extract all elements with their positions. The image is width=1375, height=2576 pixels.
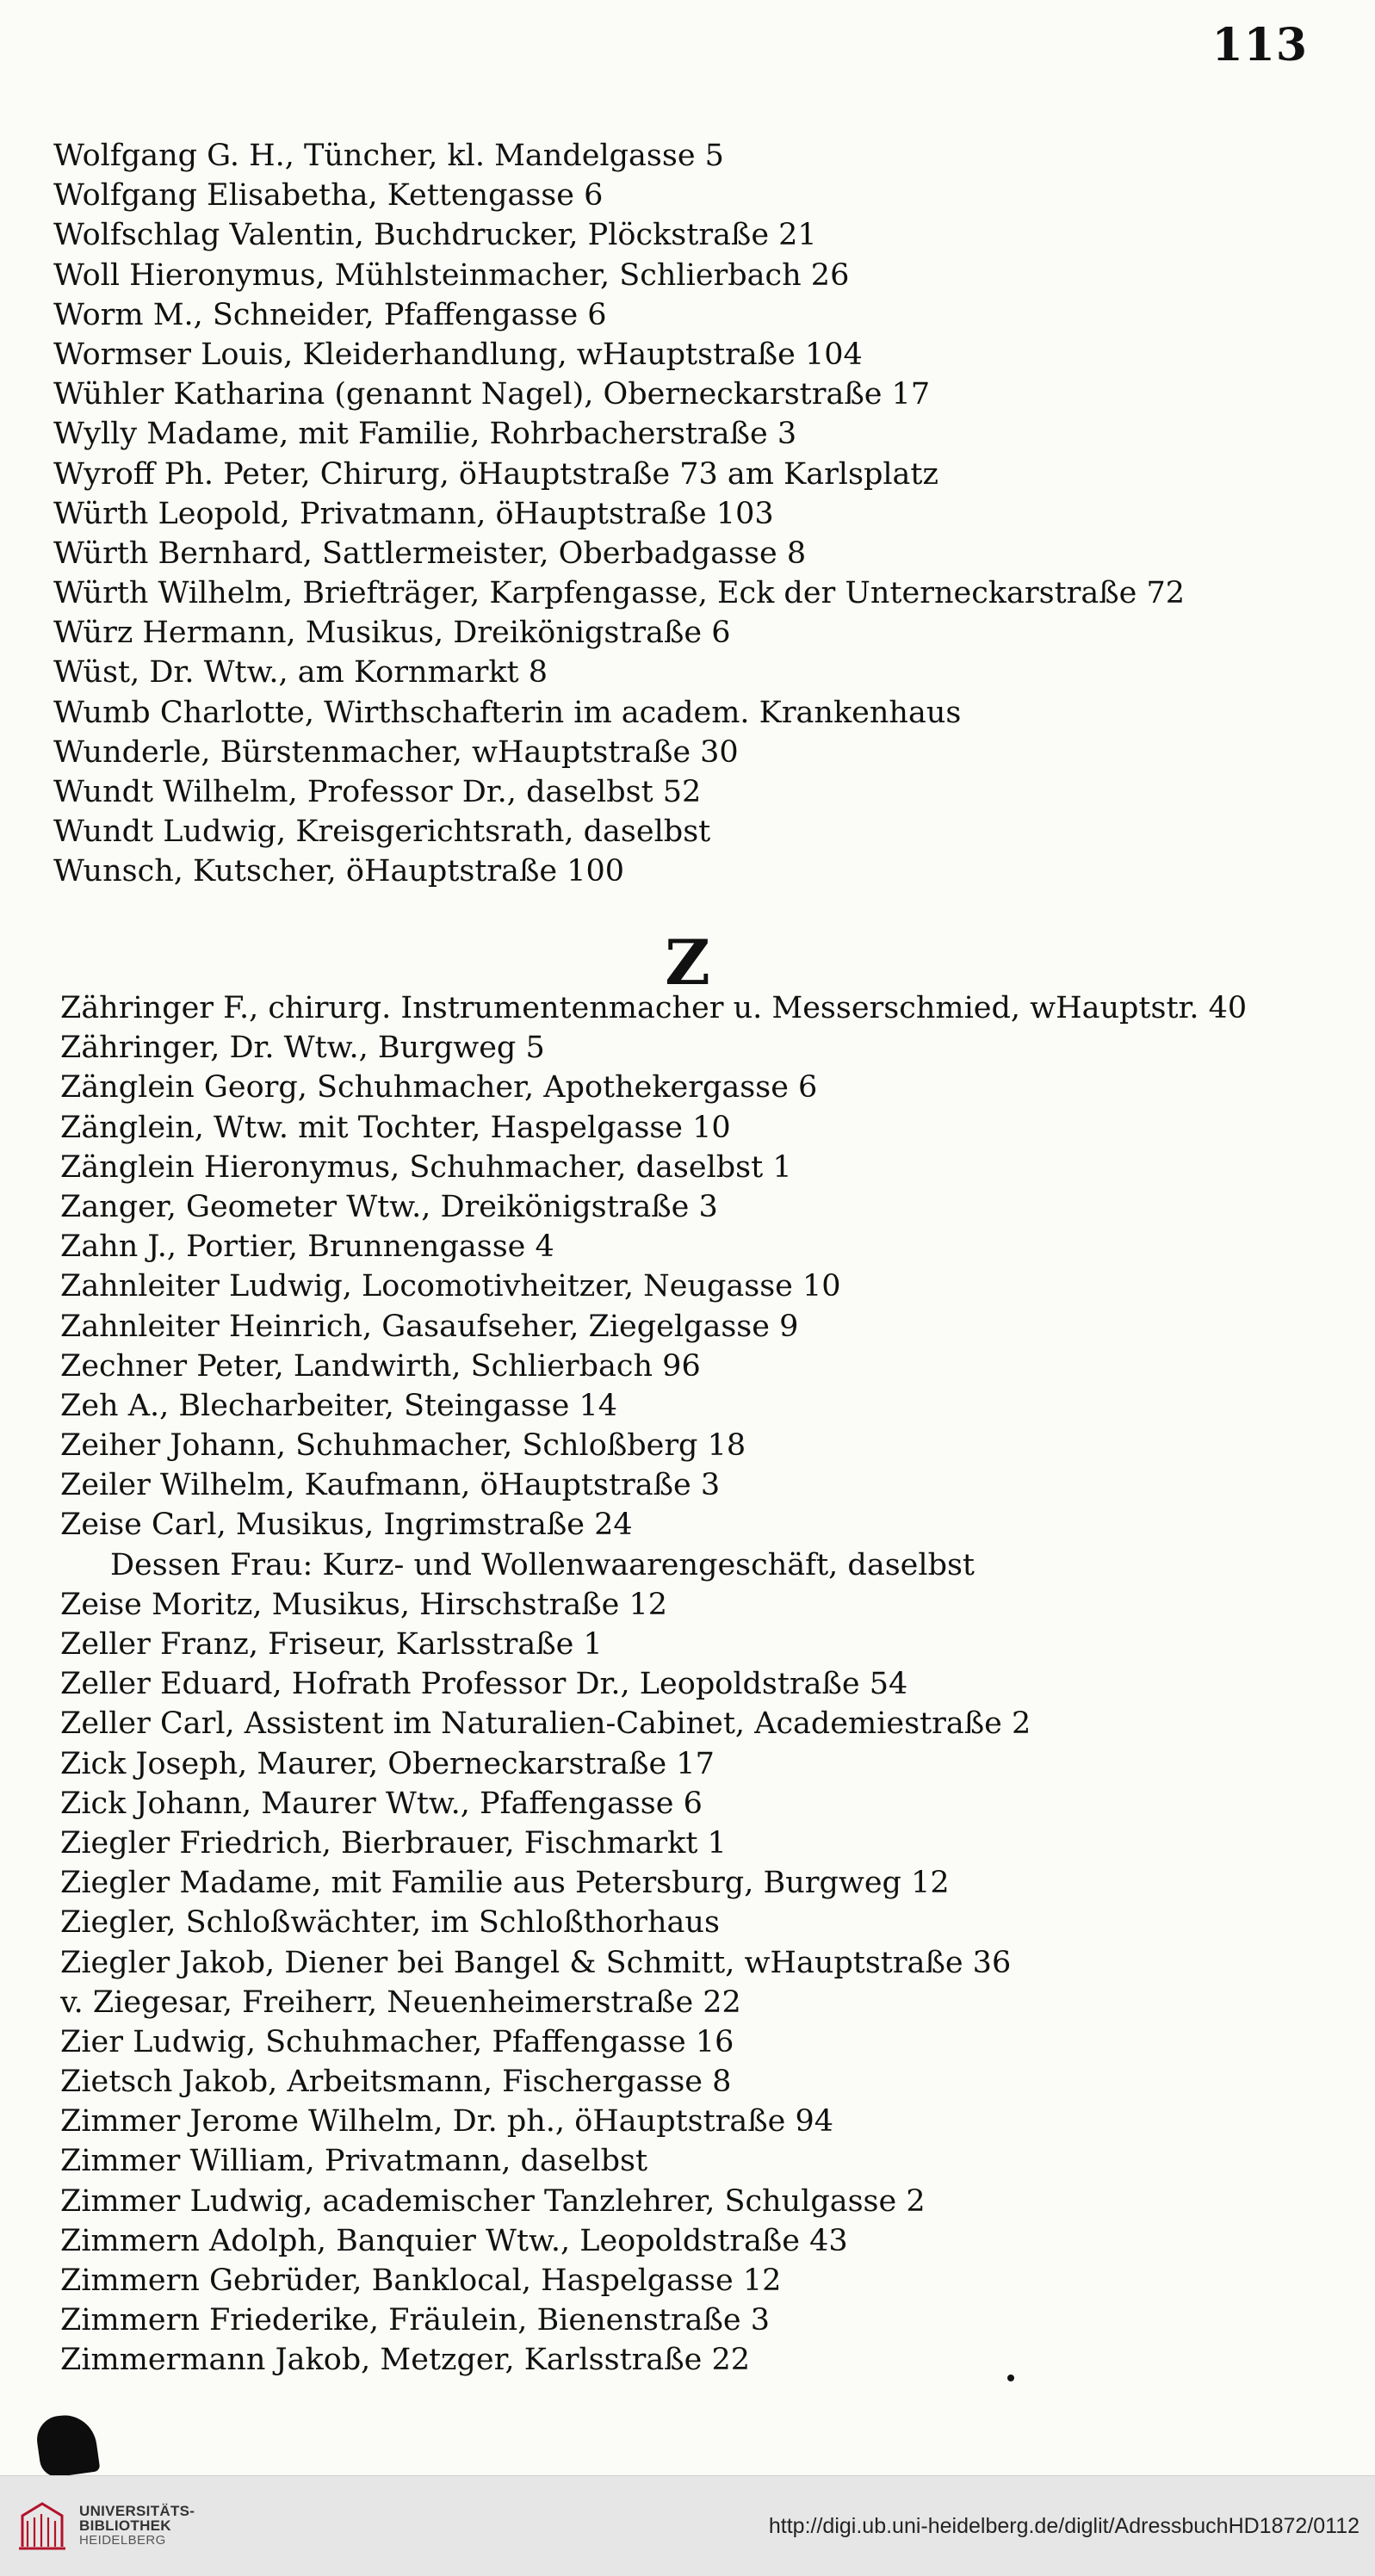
- directory-entry: Zeise Carl, Musikus, Ingrimstraße 24: [60, 1508, 633, 1543]
- university-library-logo-icon: [17, 2499, 67, 2552]
- directory-entry: Zahn J., Portier, Brunnengasse 4: [60, 1229, 554, 1265]
- directory-entry: Würth Bernhard, Sattlermeister, Oberbadgasse 8: [53, 536, 807, 571]
- directory-entry: Zahnleiter Heinrich, Gasaufseher, Ziegelgasse 9: [60, 1309, 799, 1344]
- directory-entry: Zeller Eduard, Hofrath Professor Dr., Leopoldstraße 54: [60, 1667, 908, 1702]
- directory-entry: v. Ziegesar, Freiherr, Neuenheimerstraße 22: [60, 1985, 741, 2020]
- directory-entry: Wolfschlag Valentin, Buchdrucker, Plöckstraße 21: [53, 218, 817, 253]
- directory-entry: Wunsch, Kutscher, öHauptstraße 100: [53, 854, 625, 889]
- library-name: [79, 2504, 195, 2548]
- directory-entry: Wüst, Dr. Wtw., am Kornmarkt 8: [53, 655, 548, 690]
- directory-entry: Zeiher Johann, Schuhmacher, Schloßberg 18: [60, 1428, 746, 1464]
- directory-entry: Wyroff Ph. Peter, Chirurg, öHauptstraße 73 am Karlsplatz: [53, 456, 938, 492]
- directory-entry: Zeise Moritz, Musikus, Hirschstraße 12: [60, 1587, 668, 1622]
- directory-entry: Woll Hieronymus, Mühlsteinmacher, Schlierbach 26: [53, 257, 850, 293]
- source-url-link[interactable]: http://digi.ub.uni-heidelberg.de/diglit/AdressbuchHD1872/0112: [768, 2514, 1360, 2538]
- library-name-line3: HEIDELBERG: [79, 2533, 166, 2548]
- directory-entry: Wormser Louis, Kleiderhandlung, wHauptstraße 104: [53, 337, 863, 372]
- directory-entry: Zimmern Adolph, Banquier Wtw., Leopoldstraße 43: [60, 2223, 848, 2258]
- directory-entry: Zimmer William, Privatmann, daselbst: [60, 2144, 648, 2179]
- directory-entry: Dessen Frau: Kurz- und Wollenwaarengeschäft, daselbst: [110, 1547, 975, 1582]
- directory-entry: Zänglein, Wtw. mit Tochter, Haspelgasse 10: [60, 1110, 731, 1145]
- directory-entry: Zahnleiter Ludwig, Locomotivheitzer, Neugasse 10: [60, 1269, 841, 1304]
- directory-entry: Zeller Carl, Assistent im Naturalien-Cabinet, Academiestraße 2: [60, 1706, 1031, 1742]
- directory-entry: Zick Joseph, Maurer, Oberneckarstraße 17: [60, 1746, 715, 1781]
- directory-entry: Ziegler Madame, mit Familie aus Petersburg, Burgweg 12: [60, 1866, 950, 1901]
- directory-entry: Ziegler Friedrich, Bierbrauer, Fischmarkt 1: [60, 1825, 727, 1861]
- ink-dot: [1007, 2375, 1014, 2381]
- directory-entry: Wundt Ludwig, Kreisgerichtsrath, daselbst: [53, 814, 711, 850]
- page-number: 113: [1211, 19, 1308, 71]
- entries-w-list: [53, 136, 1336, 892]
- directory-entry: Zeiler Wilhelm, Kaufmann, öHauptstraße 3: [60, 1468, 721, 1503]
- directory-entry: Zimmern Gebrüder, Banklocal, Haspelgasse 12: [60, 2263, 782, 2298]
- directory-entry: Zechner Peter, Landwirth, Schlierbach 96: [60, 1348, 701, 1384]
- directory-entry: Ziegler Jakob, Diener bei Bangel & Schmitt, wHauptstraße 36: [60, 1945, 1012, 1980]
- directory-entry: Zimmermann Jakob, Metzger, Karlsstraße 22: [60, 2343, 751, 2378]
- viewer-footer: [0, 2475, 1375, 2576]
- directory-entry: Würth Wilhelm, Briefträger, Karpfengasse, Eck der Unterneckarstraße 72: [53, 576, 1185, 611]
- entries-z-list: [60, 988, 1343, 2381]
- section-letter-heading: Z: [665, 926, 710, 999]
- ink-blot: [34, 2412, 100, 2480]
- directory-entry: Zier Ludwig, Schuhmacher, Pfaffengasse 16: [60, 2024, 734, 2059]
- directory-entry: Zeh A., Blecharbeiter, Steingasse 14: [60, 1388, 618, 1423]
- directory-entry: Ziegler, Schloßwächter, im Schloßthorhaus: [60, 1905, 720, 1941]
- directory-entry: Zanger, Geometer Wtw., Dreikönigstraße 3: [60, 1189, 718, 1224]
- directory-entry: Wolfgang G. H., Tüncher, kl. Mandelgasse 5: [53, 139, 724, 173]
- directory-entry: Wundt Wilhelm, Professor Dr., daselbst 52: [53, 775, 702, 809]
- directory-entry: Würz Hermann, Musikus, Dreikönigstraße 6: [53, 616, 731, 651]
- directory-entry: Wunderle, Bürstenmacher, wHauptstraße 30: [53, 734, 739, 770]
- directory-entry: Zimmern Friederike, Fräulein, Bienenstraße 3: [60, 2303, 770, 2338]
- directory-entry: Würth Leopold, Privatmann, öHauptstraße 103: [53, 496, 774, 531]
- directory-entry: Zeller Franz, Friseur, Karlsstraße 1: [60, 1627, 603, 1662]
- directory-entry: Wumb Charlotte, Wirthschafterin im academ. Krankenhaus: [53, 695, 962, 730]
- directory-entry: Wolfgang Elisabetha, Kettengasse 6: [53, 178, 604, 214]
- directory-entry: Zähringer F., chirurg. Instrumentenmacher u. Messerschmied, wHauptstr. 40: [60, 991, 1248, 1025]
- library-name-line2: BIBLIOTHEK: [79, 2517, 171, 2534]
- library-name-line1: UNIVERSITÄTS-: [79, 2503, 195, 2519]
- directory-entry: Zimmer Ludwig, academischer Tanzlehrer, Schulgasse 2: [60, 2183, 926, 2219]
- directory-entry: Zietsch Jakob, Arbeitsmann, Fischergasse 8: [60, 2065, 732, 2100]
- directory-entry: Wylly Madame, mit Familie, Rohrbacherstraße 3: [53, 417, 797, 452]
- directory-entry: Zähringer, Dr. Wtw., Burgweg 5: [60, 1031, 545, 1066]
- directory-entry: Zänglein Hieronymus, Schuhmacher, daselbst 1: [60, 1149, 792, 1185]
- directory-entry: Wühler Katharina (genannt Nagel), Oberneckarstraße 17: [53, 377, 931, 412]
- directory-entry: Worm M., Schneider, Pfaffengasse 6: [53, 297, 607, 332]
- directory-entry: Zick Johann, Maurer Wtw., Pfaffengasse 6: [60, 1786, 703, 1821]
- directory-entry: Zänglein Georg, Schuhmacher, Apothekergasse 6: [60, 1070, 818, 1105]
- directory-entry: Zimmer Jerome Wilhelm, Dr. ph., öHauptstraße 94: [60, 2104, 834, 2139]
